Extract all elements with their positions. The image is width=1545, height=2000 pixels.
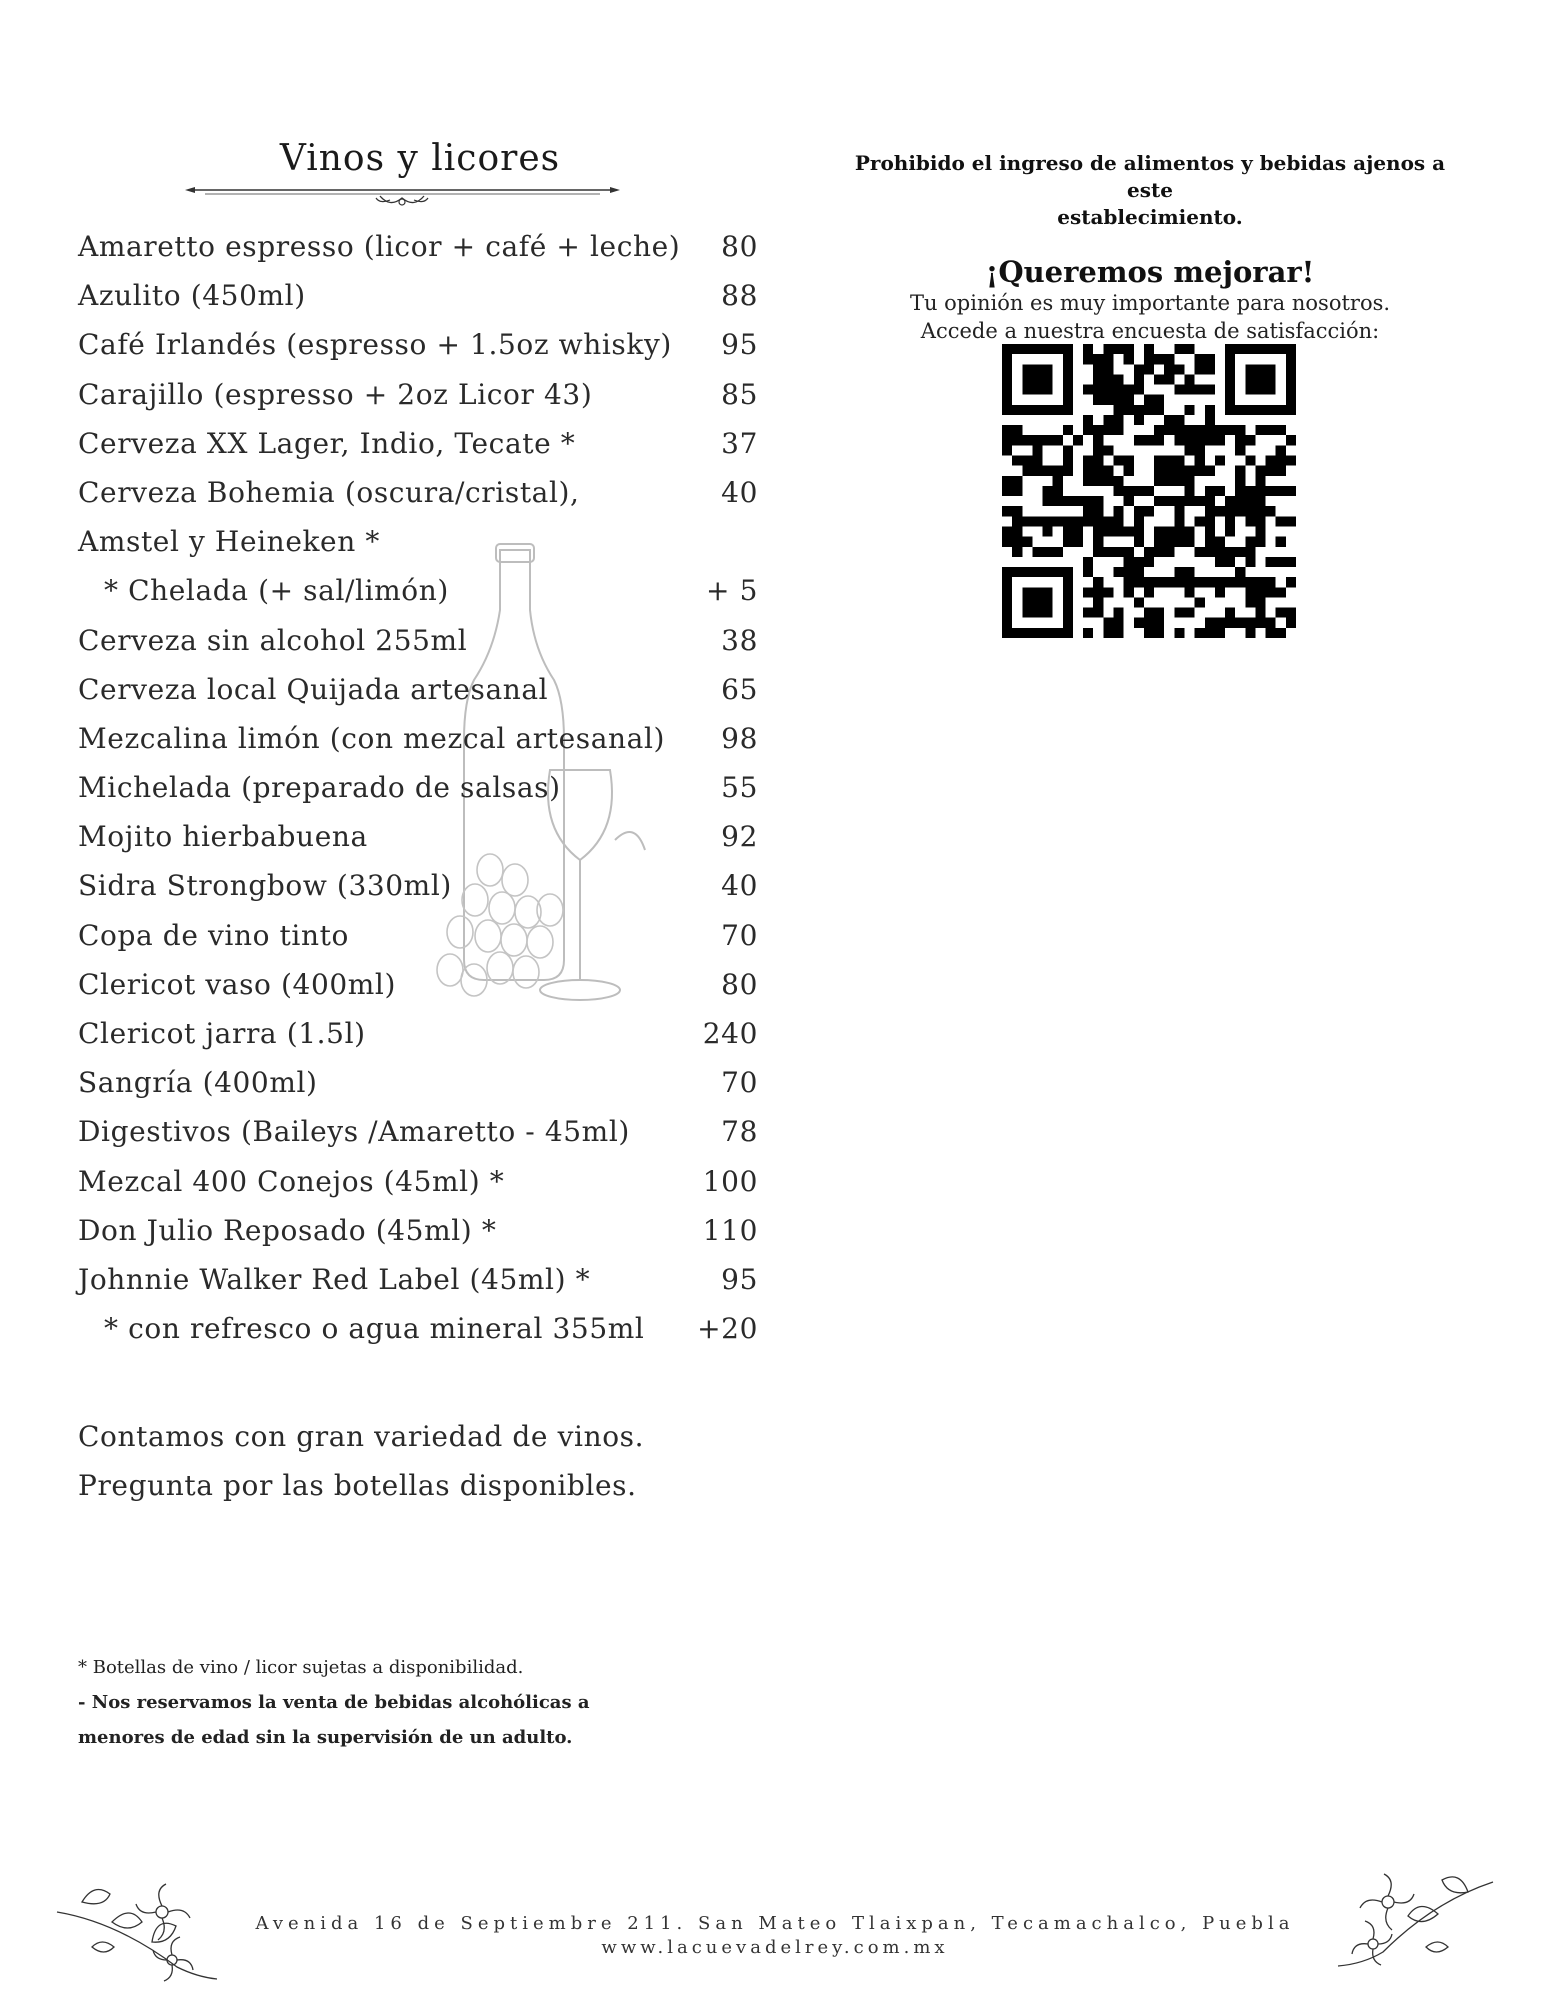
menu-item-price: 40	[721, 869, 758, 903]
menu-item-price: 85	[721, 377, 758, 411]
menu-item-price: 92	[721, 820, 758, 854]
menu-item	[78, 271, 758, 320]
menu-item	[78, 616, 758, 665]
menu-item-name: Don Julio Reposado (45ml) *	[78, 1213, 497, 1247]
menu-item-name: Sangría (400ml)	[78, 1066, 318, 1100]
alcohol-policy-line: - Nos reservamos la venta de bebidas alcohólicas a	[78, 1692, 590, 1713]
menu-item-name: Azulito (450ml)	[78, 279, 306, 313]
menu-item	[78, 861, 758, 910]
menu-item	[78, 1058, 758, 1107]
menu-item-price: 100	[702, 1164, 758, 1198]
menu-item-price: +20	[697, 1312, 758, 1346]
menu-item-name: Mojito hierbabuena	[78, 820, 368, 854]
menu-item-name: Mezcal 400 Conejos (45ml) *	[78, 1164, 505, 1198]
outside-food-notice	[840, 150, 1460, 231]
note-line: Contamos con gran variedad de vinos.	[78, 1420, 645, 1453]
footnotes	[78, 1650, 590, 1755]
availability-footnote: * Botellas de vino / licor sujetas a disponibilidad.	[78, 1657, 524, 1678]
menu-item-name: Clericot jarra (1.5l)	[78, 1017, 366, 1051]
title-ornament-divider	[185, 182, 620, 212]
menu-item-name: Cerveza XX Lager, Indio, Tecate *	[78, 426, 576, 460]
menu-item-price: 80	[721, 967, 758, 1001]
menu-item-name: Carajillo (espresso + 2oz Licor 43)	[78, 377, 593, 411]
menu-item-price: 65	[721, 672, 758, 706]
footer	[240, 1912, 1310, 1960]
footer-address: Avenida 16 de Septiembre 211. San Mateo Tlaixpan, Tecamachalco, Puebla	[255, 1913, 1295, 1934]
menu-item-addon	[78, 1304, 758, 1353]
menu-item	[78, 222, 758, 271]
notice-line: establecimiento.	[1057, 205, 1243, 229]
survey-qr-code[interactable]	[1002, 344, 1296, 638]
menu-item	[78, 714, 758, 763]
footer-website-link[interactable]: www.lacuevadelrey.com.mx	[601, 1937, 949, 1958]
menu-item-price: 95	[721, 1262, 758, 1296]
floral-ornament-icon	[52, 1872, 232, 1982]
wine-variety-note	[78, 1412, 644, 1510]
menu-item-name: Cerveza local Quijada artesanal	[78, 672, 549, 706]
menu-item-price: 98	[721, 721, 758, 755]
section-title: Vinos y licores	[279, 138, 561, 179]
menu-item-name: * con refresco o agua mineral 355ml	[104, 1312, 645, 1346]
menu-item	[78, 468, 758, 566]
menu-item-name: * Chelada (+ sal/limón)	[104, 574, 449, 608]
menu-item-name: Sidra Strongbow (330ml)	[78, 869, 452, 903]
note-line: Pregunta por las botellas disponibles.	[78, 1469, 637, 1502]
menu-item	[78, 1206, 758, 1255]
menu-item-name: Cerveza Bohemia (oscura/cristal), Amstel y Heineken *	[78, 475, 580, 558]
menu-item-price: 110	[702, 1213, 758, 1247]
menu-item-price: 38	[721, 623, 758, 657]
menu-item-price: 70	[721, 1066, 758, 1100]
menu-item-name: Clericot vaso (400ml)	[78, 967, 397, 1001]
menu-item-name: Digestivos (Baileys /Amaretto - 45ml)	[78, 1115, 630, 1149]
menu-item-price: 88	[721, 279, 758, 313]
menu-item-price: 95	[721, 328, 758, 362]
menu-item-list	[78, 222, 758, 1353]
floral-ornament-icon	[1318, 1862, 1498, 1972]
menu-item-price: 240	[702, 1017, 758, 1051]
menu-item	[78, 1157, 758, 1206]
menu-item-name: Amaretto espresso (licor + café + leche)	[78, 230, 681, 263]
menu-item	[78, 665, 758, 714]
menu-item	[78, 763, 758, 812]
menu-item-addon	[78, 566, 758, 615]
menu-item-price: 70	[721, 918, 758, 952]
menu-item-price: 78	[721, 1115, 758, 1149]
menu-item	[78, 960, 758, 1009]
menu-item	[78, 1255, 758, 1304]
menu-item-price: 40	[721, 475, 758, 509]
menu-item-name: Johnnie Walker Red Label (45ml) *	[78, 1262, 591, 1296]
menu-item	[78, 1107, 758, 1156]
menu-item	[78, 812, 758, 861]
survey-title: ¡Queremos mejorar!	[985, 255, 1315, 289]
survey-text	[840, 289, 1460, 345]
menu-item-price: 80	[721, 230, 758, 263]
notice-line: Prohibido el ingreso de alimentos y bebidas ajenos a este	[854, 151, 1446, 202]
menu-item	[78, 370, 758, 419]
menu-item-price: 55	[721, 771, 758, 805]
menu-item-name: Cerveza sin alcohol 255ml	[78, 623, 468, 657]
alcohol-policy-line: menores de edad sin la supervisión de un adulto.	[78, 1727, 573, 1748]
menu-item	[78, 911, 758, 960]
survey-line: Accede a nuestra encuesta de satisfacción:	[920, 319, 1380, 343]
menu-item	[78, 419, 758, 468]
menu-item	[78, 1009, 758, 1058]
menu-item-price: 37	[721, 426, 758, 460]
survey-line: Tu opinión es muy importante para nosotros.	[909, 291, 1391, 315]
menu-item-price: + 5	[706, 574, 758, 608]
menu-item-name: Mezcalina limón (con mezcal artesanal)	[78, 721, 666, 755]
menu-item-name: Café Irlandés (espresso + 1.5oz whisky)	[78, 328, 672, 362]
menu-item	[78, 320, 758, 369]
menu-item-name: Copa de vino tinto	[78, 918, 349, 952]
menu-item-name: Michelada (preparado de salsas)	[78, 771, 561, 805]
info-panel	[840, 150, 1460, 345]
